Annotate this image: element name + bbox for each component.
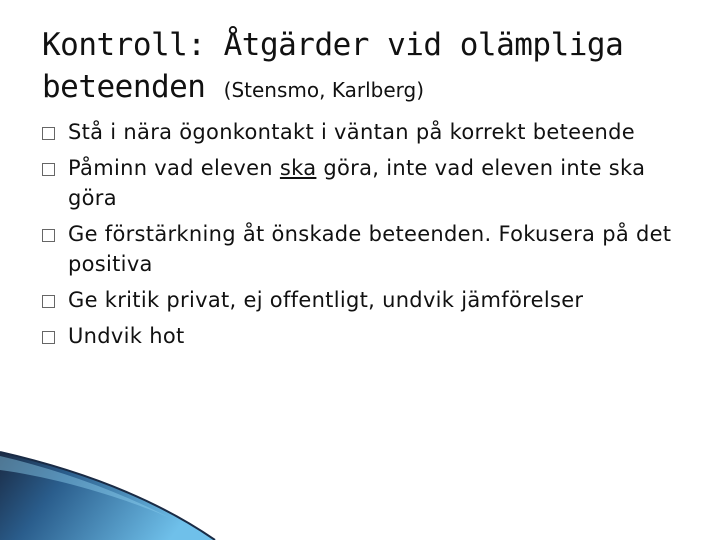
bullet-text: Ge kritik privat, ej offentligt, undvik jämförelser — [68, 288, 584, 312]
bullet-text: Ge förstärkning åt önskade beteenden. Fokusera på det positiva — [68, 222, 672, 276]
bullet-text: Undvik hot — [68, 324, 185, 348]
bullet-text-underlined: ska — [279, 156, 317, 180]
bullet-text-before: Påminn vad eleven — [68, 156, 280, 180]
bullet-text: Stå i nära ögonkontakt i väntan på korrekt beteende — [68, 120, 636, 144]
title-main: Kontroll: Åtgärder vid olämpliga beteenden — [42, 27, 624, 105]
title-subtitle: (Stensmo, Karlberg) — [223, 78, 424, 102]
bullet-text-after: göra, inte vad eleven inte ska göra — [68, 156, 646, 210]
